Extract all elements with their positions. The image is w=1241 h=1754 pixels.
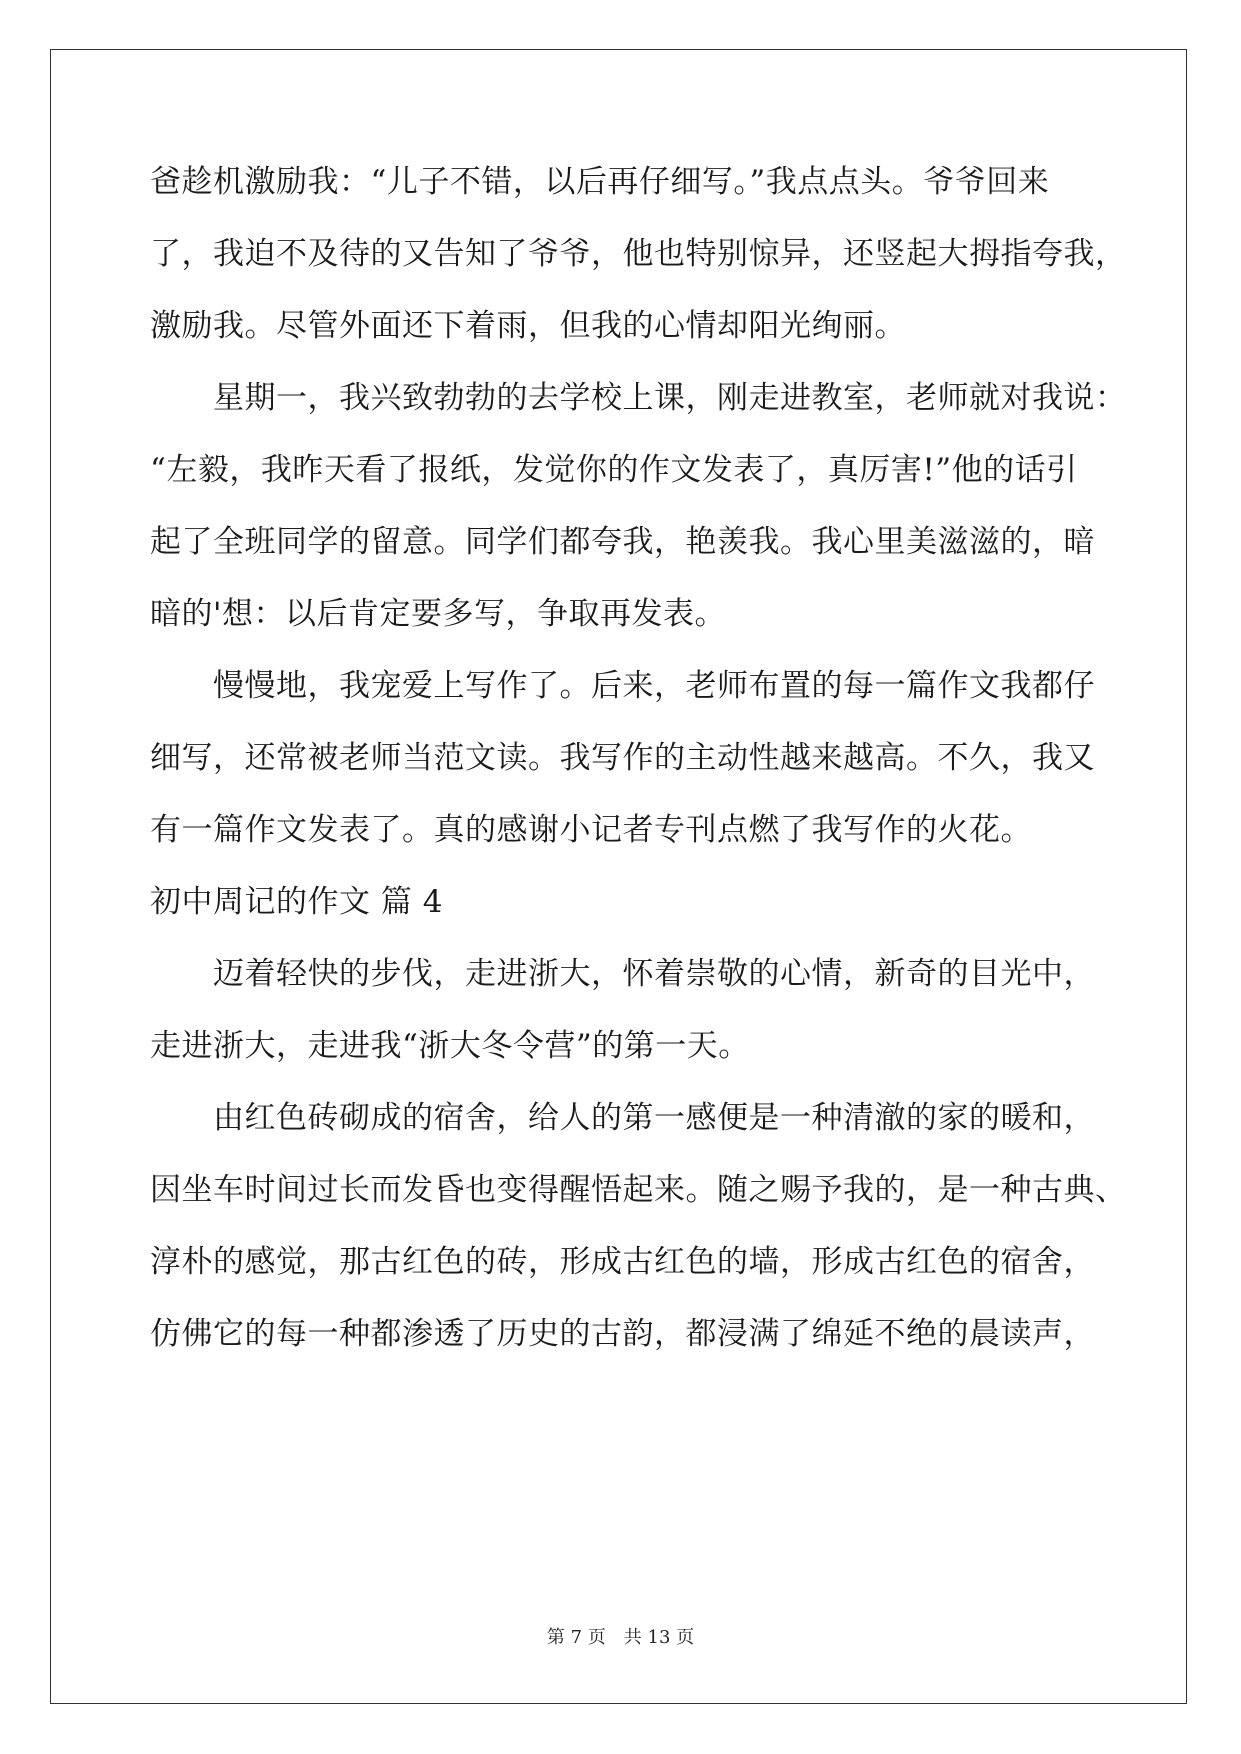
text-line: 起了全班同学的留意。同学们都夸我，艳羡我。我心里美滋滋的，暗 bbox=[150, 524, 1095, 560]
text-line: 星期一，我兴致勃勃的去学校上课，刚走进教室，老师就对我说： bbox=[150, 380, 1127, 416]
section-heading: 初中周记的作文 篇 4 bbox=[150, 884, 443, 920]
text-line: 走进浙大，走进我“浙大冬令营”的第一天。 bbox=[150, 1028, 750, 1064]
text-line: 由红色砖砌成的宿舍，给人的第一感便是一种清澈的家的暖和， bbox=[150, 1100, 1095, 1136]
text-line: 激励我。尽管外面还下着雨，但我的心情却阳光绚丽。 bbox=[150, 308, 906, 344]
text-line: 仿佛它的每一种都渗透了历史的古韵，都浸满了绵延不绝的晨读声， bbox=[150, 1316, 1095, 1352]
text-line: 慢慢地，我宠爱上写作了。后来，老师布置的每一篇作文我都仔 bbox=[150, 668, 1095, 704]
text-line: 因坐车时间过长而发昏也变得醒悟起来。随之赐予我的，是一种古典、 bbox=[150, 1172, 1127, 1208]
text-line: 细写，还常被老师当范文读。我写作的主动性越来越高。不久，我又 bbox=[150, 740, 1095, 776]
page-number-footer: 第 7 页 共 13 页 bbox=[546, 1627, 695, 1648]
text-line: 有一篇作文发表了。真的感谢小记者专刊点燃了我写作的火花。 bbox=[150, 812, 1032, 848]
text-line: 淳朴的感觉，那古红色的砖，形成古红色的墙，形成古红色的宿舍， bbox=[150, 1244, 1095, 1280]
text-line: 爸趁机激励我：“儿子不错，以后再仔细写。”我点点头。爷爷回来 bbox=[150, 164, 1050, 200]
text-line: 暗的'想：以后肯定要多写，争取再发表。 bbox=[150, 596, 727, 632]
text-line: “左毅，我昨天看了报纸，发觉你的作文发表了，真厉害!”他的话引 bbox=[150, 452, 1078, 488]
text-line: 迈着轻快的步伐，走进浙大，怀着崇敬的心情，新奇的目光中， bbox=[150, 956, 1095, 992]
text-line: 了，我迫不及待的又告知了爷爷，他也特别惊异，还竖起大拇指夸我， bbox=[150, 236, 1127, 272]
page-border bbox=[50, 49, 1187, 1704]
